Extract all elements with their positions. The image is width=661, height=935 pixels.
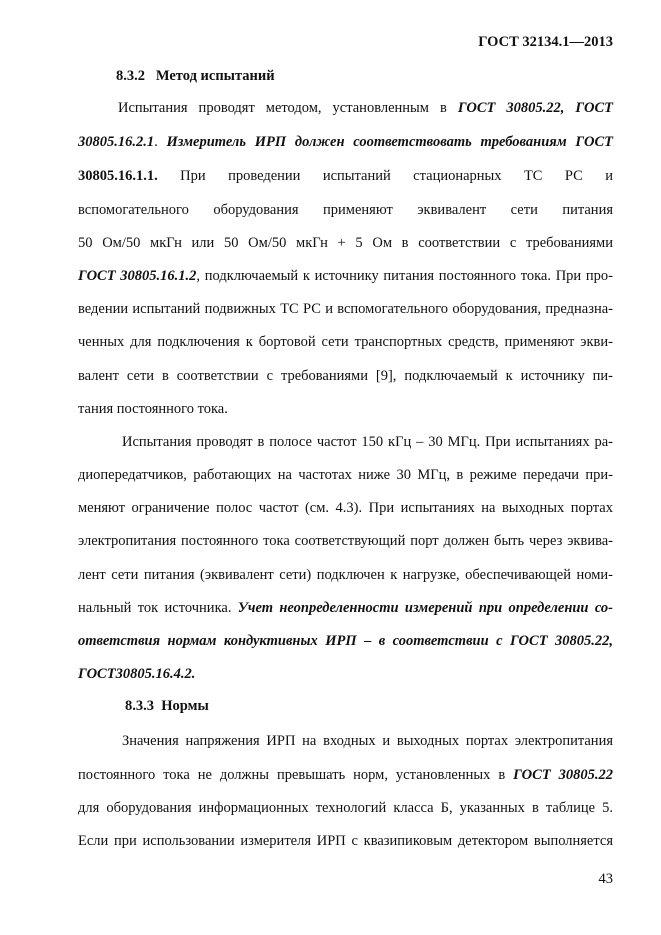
- para1-line4: вспомогательного оборудования применяют эквивалент сети питания: [78, 202, 613, 218]
- text-run: При проведении испытаний стационарных ТС РС и: [157, 168, 613, 184]
- para2-line1: Испытания проводят в полосе частот 150 кГц – 30 МГц. При испытаниях ра-: [122, 434, 613, 450]
- text-run: нальный ток источника.: [78, 600, 238, 616]
- para1-line8: ченных для подключения к бортовой сети транспортных средств, применяют экви-: [78, 334, 613, 350]
- section-number: 8.3.3: [125, 698, 154, 714]
- para2-line4: электропитания постоянного тока соответствующий порт должен быть через эквива-: [78, 533, 613, 549]
- para2-line2: диопередатчиков, работающих на частотах ниже 30 МГц, в режиме передачи при-: [78, 467, 613, 483]
- page-number: 43: [598, 871, 613, 887]
- para3-line3: для оборудования информационных технологий класса Б, указанных в таблице 5.: [78, 800, 613, 816]
- section-8-3-3-heading: [125, 698, 209, 715]
- para2-line7: ответствия нормам кондуктивных ИРП – в соответствии с ГОСТ 30805.22,: [78, 633, 613, 649]
- para2-line5: лент сети питания (эквивалент сети) подключен к нагрузке, обеспечивающей номи-: [78, 567, 613, 583]
- text-run: , подключаемый к источнику питания постоянного тока. При про-: [196, 268, 613, 284]
- section-title: Метод испытаний: [155, 68, 275, 84]
- para2-line3: меняют ограничение полос частот (см. 4.3). При испытаниях на выходных портах: [78, 500, 613, 516]
- para1-line6: [78, 266, 613, 286]
- para3-line2: [78, 765, 613, 785]
- reference: 30805.16.1.1.: [78, 168, 158, 184]
- para3-line4: Если при использовании измерителя ИРП с квазипиковым детектором выполняется: [78, 833, 613, 849]
- para2-line6: [78, 598, 613, 618]
- reference: 30805.16.2.1: [78, 134, 155, 150]
- reference: ГОСТ 30805.22, ГОСТ: [457, 100, 613, 116]
- para1-line10: тания постоянного тока.: [78, 401, 228, 417]
- reference: ГОСТ 30805.22: [513, 767, 613, 783]
- para1-line7: ведении испытаний подвижных ТС РС и вспомогательного оборудования, предназна-: [78, 301, 613, 317]
- section-number: 8.3.2: [116, 68, 145, 84]
- section-8-3-2-heading: [116, 68, 275, 85]
- para1-line3: [78, 166, 613, 186]
- section-title: Нормы: [161, 698, 209, 714]
- text-run: постоянного тока не должны превышать норм, установленных в: [78, 767, 514, 783]
- para2-line8: ГОСТ30805.16.4.2.: [78, 666, 196, 682]
- para1-line9: валент сети в соответствии с требованиями [9], подключаемый к источнику пи-: [78, 368, 613, 384]
- emphasis: Измеритель ИРП должен соответствовать требованиям ГОСТ: [166, 134, 613, 150]
- para1-line5: 50 Ом/50 мкГн или 50 Ом/50 мкГн + 5 Ом в соответствии с требованиями: [78, 235, 613, 251]
- emphasis: Учет неопределенности измерений при определении со-: [237, 600, 613, 616]
- reference: ГОСТ 30805.16.1.2: [78, 268, 197, 284]
- text-run: Испытания проводят методом, установленным в: [118, 100, 458, 116]
- text-run: .: [154, 134, 167, 150]
- para3-line1: Значения напряжения ИРП на входных и выходных портах электропитания: [122, 733, 613, 749]
- para1-line1: [118, 98, 613, 118]
- doc-code-header: ГОСТ 32134.1—2013: [478, 34, 613, 50]
- para1-line2: [78, 132, 613, 152]
